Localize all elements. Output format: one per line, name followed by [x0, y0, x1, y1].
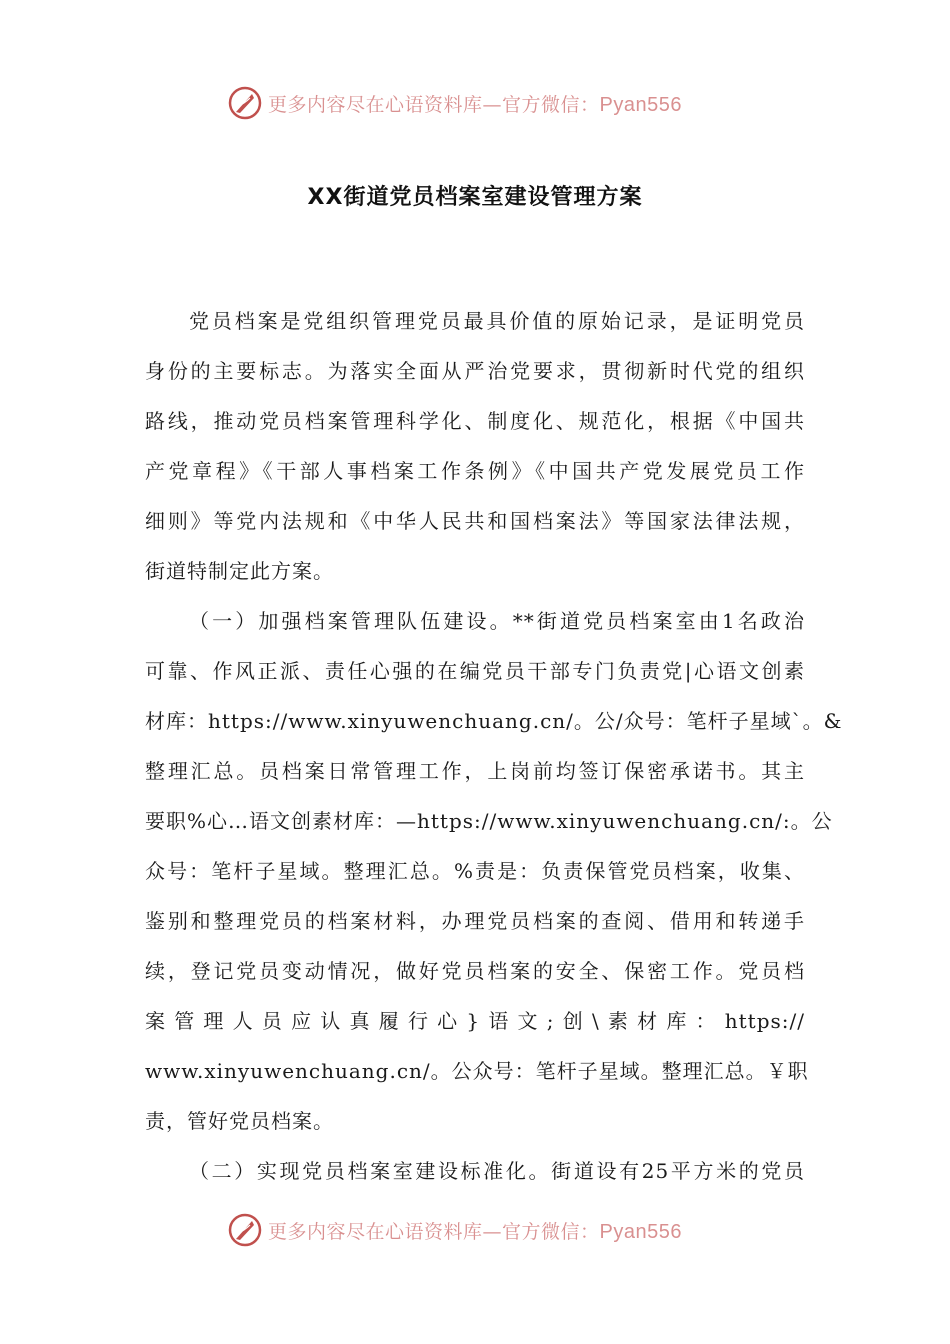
text-line: 整理汇总。员档案日常管理工作，上岗前均签订保密承诺书。其主	[145, 759, 805, 783]
document-body	[145, 296, 843, 1196]
text-line: （二）实现党员档案室建设标准化。街道设有25平方米的党员	[189, 1159, 805, 1183]
text-line: 众号：笔杆子星域。整理汇总。%责是：负责保管党员档案，收集、	[145, 859, 805, 883]
footer-watermark-banner	[228, 1210, 748, 1250]
text-line: 细则》等党内法规和《中华人民共和国档案法》等国家法律法规，	[145, 509, 805, 533]
text-line: 案管理人员应认真履行心}语文;创\素材库：https://	[145, 1009, 805, 1033]
paragraph-intro	[145, 296, 805, 596]
text-line: 要职%心…语文创素材库：—https://www.xinyuwenchuang.cn/:。公	[145, 809, 833, 833]
quill-logo-icon	[228, 1213, 262, 1247]
text-line: 路线，推动党员档案管理科学化、制度化、规范化，根据《中国共	[145, 409, 805, 433]
watermark-text: 更多内容尽在心语资料库—官方微信：Pyan556	[268, 1220, 682, 1243]
text-line: 街道特制定此方案。	[145, 559, 334, 583]
text-line: 产党章程》《干部人事档案工作条例》《中国共产党发展党员工作	[145, 459, 805, 483]
text-line: （一）加强档案管理队伍建设。**街道党员档案室由1名政治	[189, 609, 805, 633]
document-title: XX街道党员档案室建设管理方案	[307, 185, 643, 210]
text-line: 身份的主要标志。为落实全面从严治党要求，贯彻新时代党的组织	[145, 359, 805, 383]
header-watermark-banner	[228, 83, 748, 123]
paragraph-section-2	[145, 1146, 805, 1196]
text-line: 责，管好党员档案。	[145, 1109, 334, 1133]
text-line: www.xinyuwenchuang.cn/。公众号：笔杆子星域。整理汇总。￥职	[145, 1059, 809, 1083]
text-line: 鉴别和整理党员的档案材料，办理党员档案的查阅、借用和转递手	[145, 909, 805, 933]
quill-logo-icon	[228, 86, 262, 120]
text-line: 材库：https://www.xinyuwenchuang.cn/。公/众号：笔杆子星域`。&	[145, 709, 843, 733]
text-line: 党员档案是党组织管理党员最具价值的原始记录，是证明党员	[189, 309, 805, 333]
paragraph-section-1	[145, 596, 843, 1146]
watermark-text: 更多内容尽在心语资料库—官方微信：Pyan556	[268, 93, 682, 116]
text-line: 可靠、作风正派、责任心强的在编党员干部专门负责党|心语文创素	[145, 659, 805, 683]
text-line: 续，登记党员变动情况，做好党员档案的安全、保密工作。党员档	[145, 959, 805, 983]
